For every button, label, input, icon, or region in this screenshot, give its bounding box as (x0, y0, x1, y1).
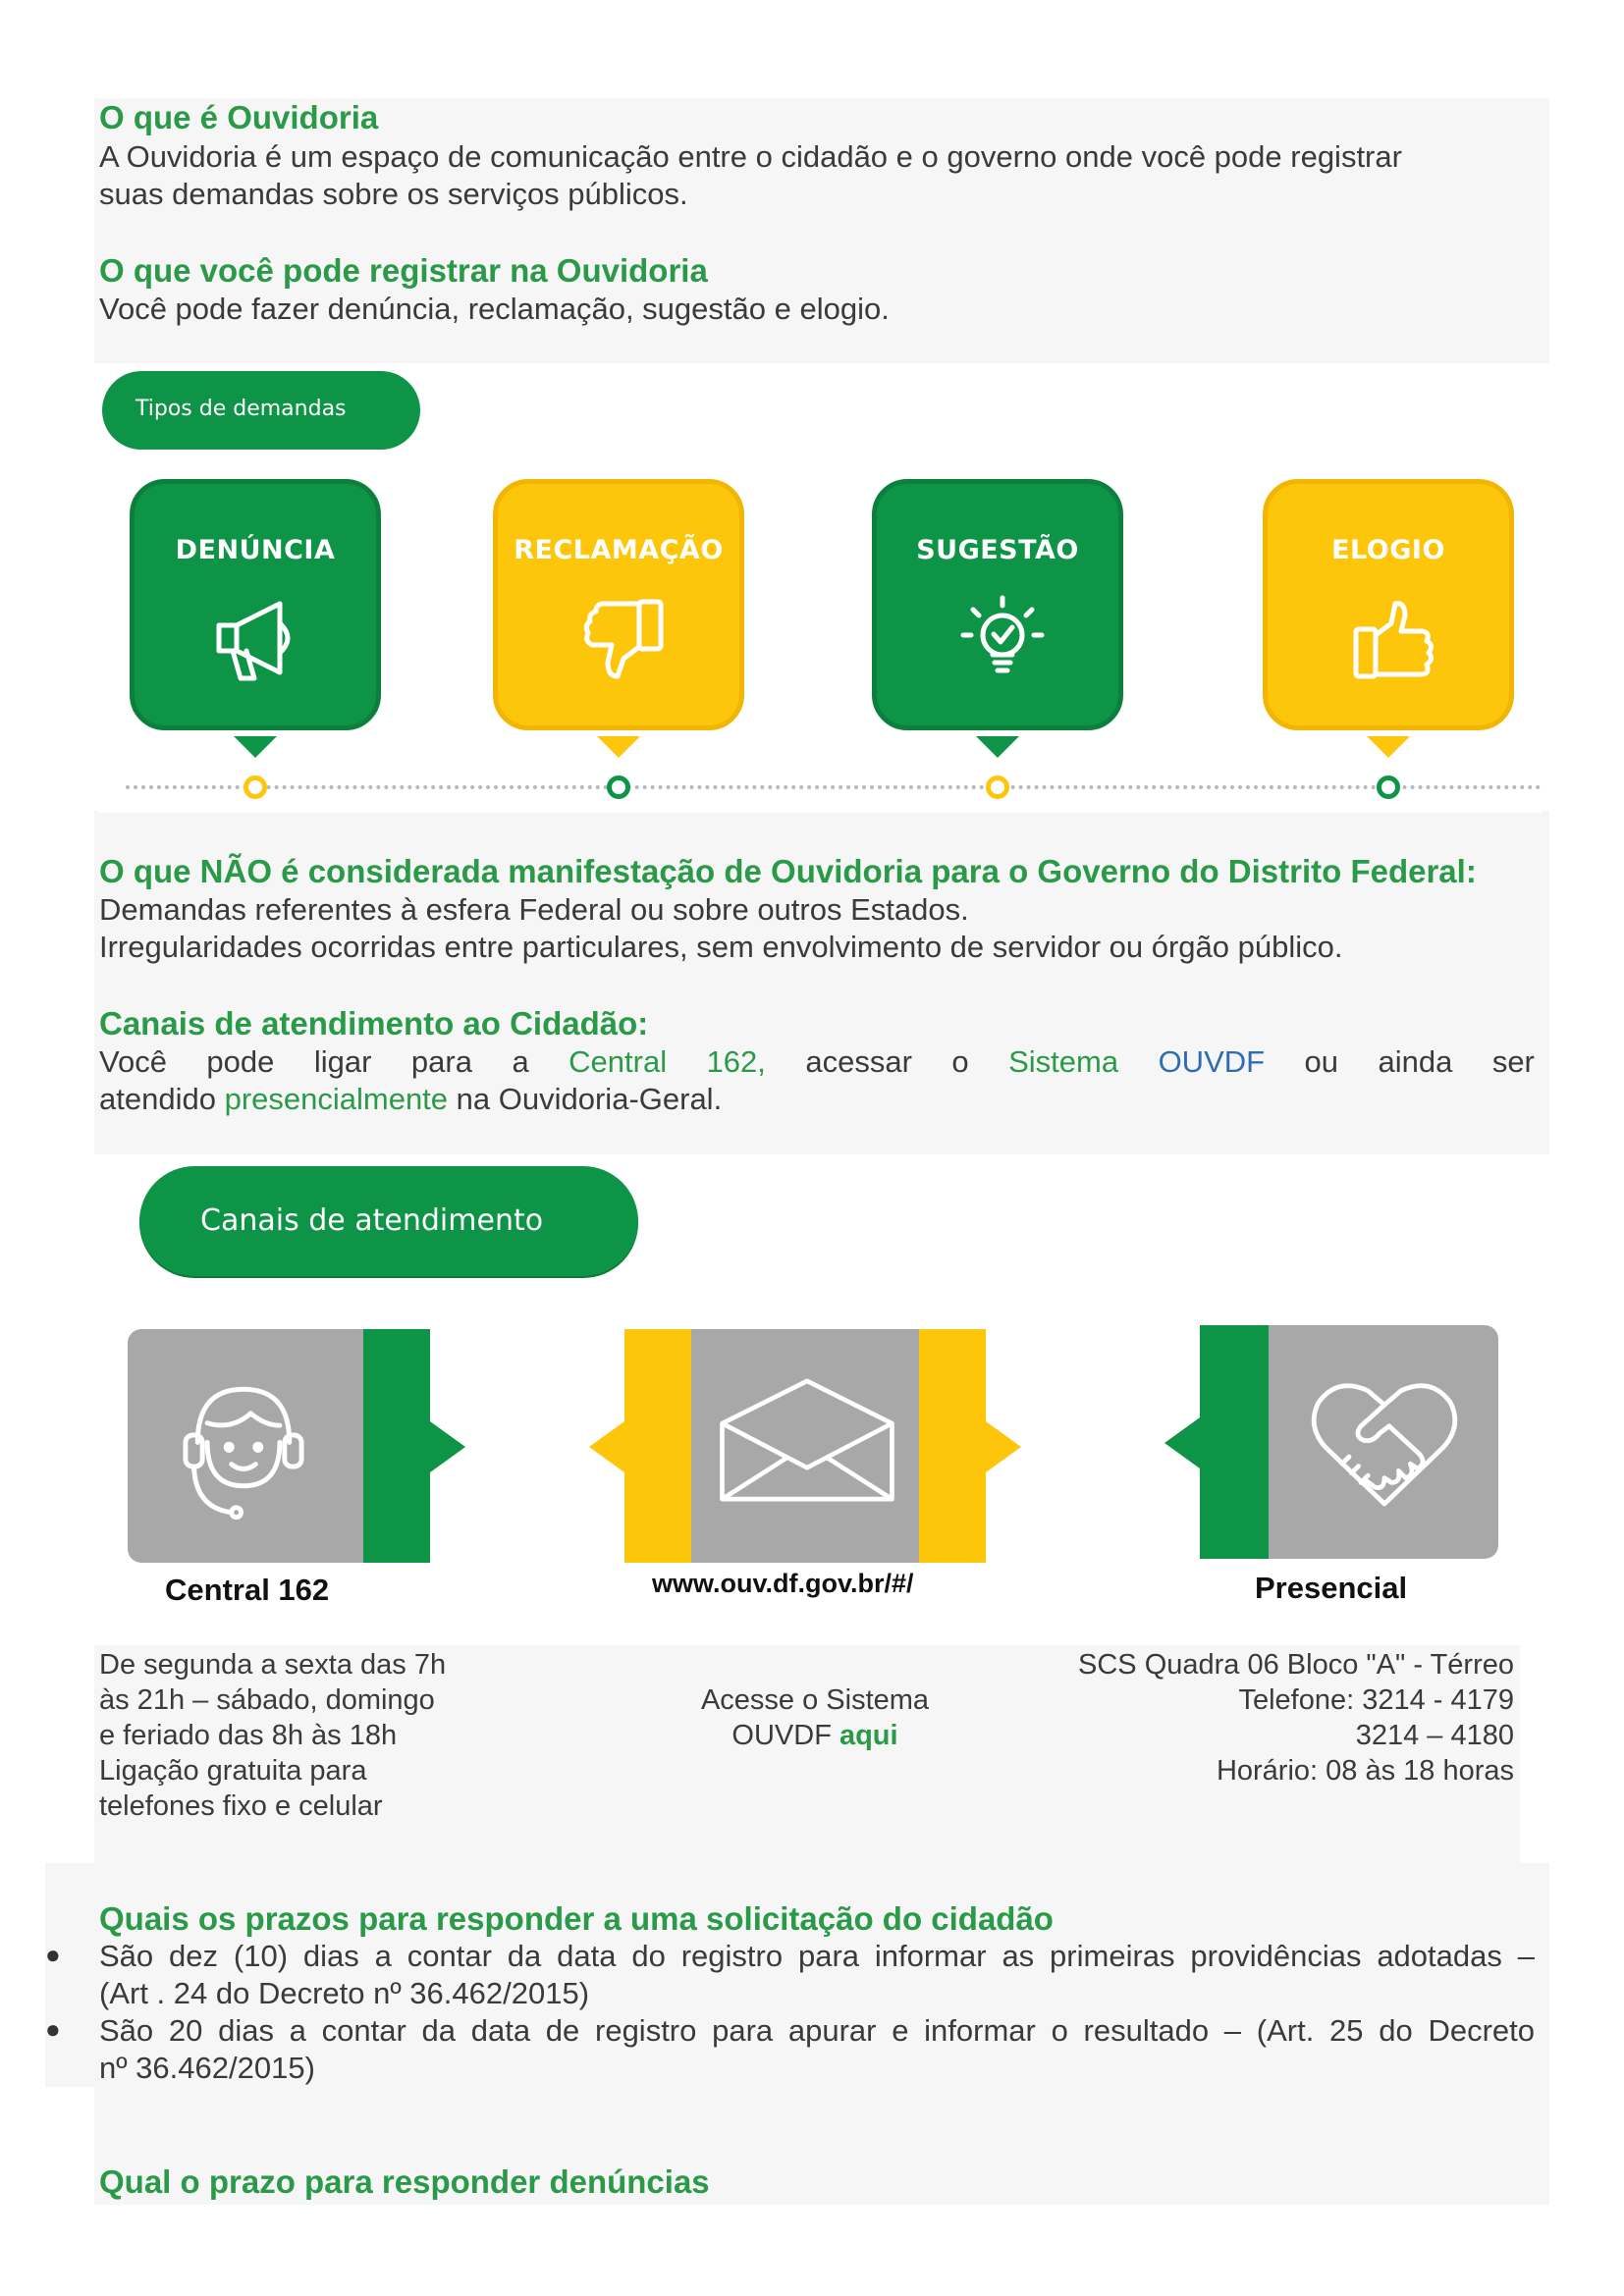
text-word: acessar (805, 1044, 912, 1079)
channel-green-band (363, 1329, 430, 1563)
envelope-icon (715, 1372, 899, 1508)
text-word: ligar (313, 1044, 372, 1079)
demand-card-title: ELOGIO (1331, 535, 1445, 565)
service-channels-pill (139, 1166, 638, 1276)
channels-text-line2 (99, 1081, 722, 1118)
timeline-dot (986, 775, 1009, 799)
info-line: Horário: 08 às 18 horas (1216, 1755, 1514, 1787)
service-channels-pill-label: Canais de atendimento (200, 1203, 544, 1238)
deadline-1-line1 (99, 1938, 1535, 1975)
channel-label-web[interactable]: www.ouv.df.gov.br/#/ (652, 1569, 914, 1598)
info-line: Telefone: 3214 - 4179 (1238, 1684, 1514, 1716)
not-considered-heading: O que NÃO é considerada manifestação de Ouvidoria para o Governo do Distrito Federal: (99, 853, 1477, 889)
text-word: a (512, 1044, 529, 1079)
ouvdf-link[interactable]: OUVDF (1158, 1044, 1266, 1079)
channel-presencial[interactable] (1164, 1325, 1498, 1559)
complaints-deadline-heading: Qual o prazo para responder denúncias (99, 2163, 710, 2200)
info-line (628, 1718, 1001, 1753)
demand-types-pill-label: Tipos de demandas (135, 397, 347, 421)
channel-arrow (986, 1421, 1021, 1472)
demand-card-sugestao (872, 479, 1123, 730)
channels-heading: Canais de atendimento ao Cidadão: (99, 1005, 649, 1041)
sistema-link[interactable]: Sistema (1008, 1044, 1119, 1079)
channel-arrow (589, 1421, 624, 1472)
info-line: SCS Quadra 06 Bloco "A" - Térreo (1078, 1649, 1514, 1681)
timeline-dotted-line (126, 785, 1542, 789)
text-word: para (410, 1044, 472, 1079)
text-word: Você (99, 1044, 167, 1079)
what-is-heading: O que é Ouvidoria (99, 99, 379, 135)
thumbs-down-icon (574, 590, 673, 688)
pointer-arrow (1367, 736, 1410, 758)
channel-green-band (1200, 1325, 1269, 1559)
what-is-text-line2: suas demandas sobre os serviços públicos. (99, 177, 688, 211)
demand-card-title: RECLAMAÇÃO (514, 535, 724, 565)
web-info (628, 1682, 1001, 1753)
pointer-arrow (597, 736, 640, 758)
channel-arrow (1164, 1417, 1200, 1468)
text-word: ser (1491, 1044, 1535, 1079)
handshake-icon (1302, 1374, 1467, 1516)
megaphone-icon (211, 590, 309, 688)
text-word: na Ouvidoria-Geral. (456, 1082, 723, 1116)
timeline-dot (244, 775, 267, 799)
demand-types-graphic (98, 365, 1542, 813)
demand-card-elogio (1263, 479, 1514, 730)
info-line: 3214 – 4180 (1355, 1720, 1514, 1751)
info-line: às 21h – sábado, domingo (99, 1684, 435, 1716)
demand-card-denuncia (130, 479, 381, 730)
what-register-heading: O que você pode registrar na Ouvidoria (99, 252, 708, 289)
channel-web[interactable] (589, 1329, 1021, 1563)
headset-icon (167, 1372, 320, 1529)
info-line: telefones fixo e celular (99, 1790, 383, 1822)
bullet-icon: ● (45, 2014, 61, 2044)
deadline-text: São dez (10) dias a contar da data do registro para informar as primeiras providências adotadas – (99, 1939, 1535, 1973)
deadline-2-line2: nº 36.462/2015) (99, 2051, 315, 2085)
service-channels-graphic (98, 1158, 1520, 1645)
demand-card-reclamacao (493, 479, 744, 730)
info-line: Ligação gratuita para (99, 1755, 367, 1787)
lightbulb-icon (953, 590, 1052, 688)
not-considered-line1: Demandas referentes à esfera Federal ou sobre outros Estados. (99, 892, 969, 927)
channel-label-central: Central 162 (165, 1573, 330, 1607)
channel-yellow-band (624, 1329, 691, 1563)
central-link[interactable]: Central (568, 1044, 668, 1079)
demand-card-title: SUGESTÃO (916, 535, 1079, 565)
deadlines-heading: Quais os prazos para responder a uma solicitação do cidadão (99, 1900, 1054, 1937)
pointer-arrow (234, 736, 277, 758)
thumbs-up-icon (1344, 590, 1442, 688)
presencial-info (982, 1647, 1514, 1789)
what-register-text: Você pode fazer denúncia, reclamação, sugestão e elogio. (99, 292, 890, 326)
central-info (99, 1647, 512, 1824)
info-line: e feriado das 8h às 18h (99, 1720, 398, 1751)
info-line: De segunda a sexta das 7h (99, 1649, 447, 1681)
timeline-dot (607, 775, 630, 799)
channels-text-line1 (99, 1043, 1535, 1081)
info-word: OUVDF (731, 1720, 832, 1751)
text-word: pode (206, 1044, 275, 1079)
aqui-link[interactable]: aqui (839, 1720, 898, 1751)
deadline-text: São 20 dias a contar da data de registro para apurar e informar o resultado – (Art. 25 do Decreto (99, 2013, 1535, 2048)
text-word: ou (1304, 1044, 1339, 1079)
not-considered-line2: Irregularidades ocorridas entre particulares, sem envolvimento de servidor ou órgão público. (99, 930, 1343, 964)
presencial-link[interactable]: presencialmente (224, 1082, 449, 1116)
channel-label-presencial: Presencial (1255, 1571, 1408, 1605)
channel-central-162[interactable] (128, 1329, 465, 1563)
text-word: atendido (99, 1082, 216, 1116)
text-word: o (951, 1044, 969, 1079)
timeline-dot (1377, 775, 1400, 799)
demand-types-pill (102, 371, 420, 450)
channel-yellow-band (919, 1329, 986, 1563)
deadline-2-line1 (99, 2012, 1535, 2050)
channel-arrow (430, 1421, 465, 1472)
pointer-arrow (976, 736, 1019, 758)
deadline-1-line2: (Art . 24 do Decreto nº 36.462/2015) (99, 1976, 590, 2010)
demand-card-title: DENÚNCIA (175, 535, 336, 565)
info-line: Acesse o Sistema (700, 1684, 930, 1716)
what-is-text-line1: A Ouvidoria é um espaço de comunicação entre o cidadão e o governo onde você pode registrar (99, 139, 1402, 174)
bullet-icon: ● (45, 1940, 61, 1969)
text-word: ainda (1378, 1044, 1453, 1079)
central-162-link[interactable]: 162, (706, 1044, 766, 1079)
